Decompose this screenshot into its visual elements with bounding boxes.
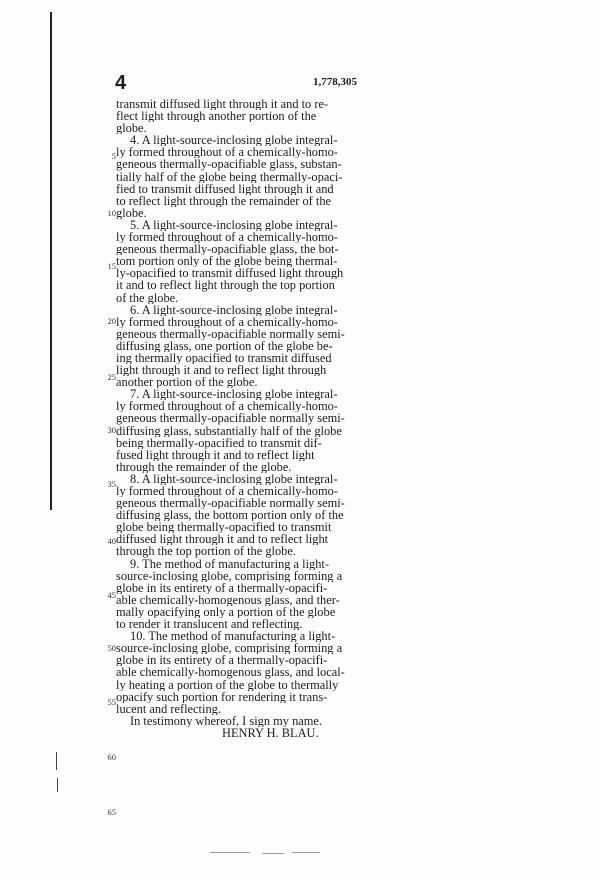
text-line: it and to reflect light through the top portion: [116, 279, 335, 292]
text-line: through the remainder of the globe.: [116, 460, 292, 473]
text-line: to render it translucent and reflecting.: [116, 618, 303, 631]
text-line: transmit diffused light through it and to re-: [116, 98, 329, 111]
text-line: another portion of the globe.: [116, 376, 258, 389]
line-number: 10: [107, 208, 116, 218]
margin-rule-fragment: [56, 752, 57, 770]
text-line: able chemically-homogenous glass, and ther-: [116, 593, 340, 606]
line-number: 50: [107, 643, 116, 653]
text-line: diffusing glass, one portion of the globe be-: [116, 339, 333, 352]
line-number: 25: [107, 372, 116, 382]
text-line: ly formed throughout of a chemically-homo-: [116, 231, 338, 244]
claim-9-start: 9. The method of manufacturing a light-: [130, 557, 330, 570]
page-number: 4: [115, 72, 127, 94]
text-line: fused light through it and to reflect light: [116, 448, 315, 461]
text-line: ing thermally opacified to transmit diffused: [116, 351, 332, 365]
scan-artifact: [262, 853, 284, 854]
claim-8-start: 8. A light-source-inclosing globe integral-: [130, 472, 338, 485]
line-number: 15: [107, 261, 116, 271]
text-line: ly formed throughout of a chemically-homo-: [116, 315, 338, 328]
claim-7-start: 7. A light-source-inclosing globe integral-: [130, 388, 338, 401]
text-line: tially half of the globe being thermally-opaci-: [116, 170, 343, 183]
text-line: being thermally-opacified to transmit dif-: [116, 436, 322, 449]
text-line: globe.: [116, 206, 147, 219]
claim-5-start: 5. A light-source-inclosing globe integral-: [130, 218, 338, 232]
text-line: ly formed throughout of a chemically-homo-: [116, 485, 338, 498]
text-line: globe.: [116, 122, 147, 135]
margin-rule-fragment: [57, 778, 58, 792]
line-number: 5: [111, 151, 116, 161]
line-number: 30: [107, 425, 116, 435]
scan-artifact: [210, 852, 250, 853]
text-line: geneous thermally-opacifiable glass, the bot-: [116, 243, 339, 256]
claim-4-start: 4. A light-source-inclosing globe integral-: [130, 134, 338, 147]
text-line: diffusing glass, the bottom portion only of the: [116, 509, 344, 522]
inventor-signature: HENRY H. BLAU.: [222, 726, 319, 739]
text-line: lucent and reflecting.: [116, 702, 221, 715]
text-line: fied to transmit diffused light through it and: [116, 182, 334, 195]
text-line: globe in its entirety of a thermally-opacifi-: [116, 654, 328, 667]
text-line: geneous thermally-opacifiable normally semi-: [116, 497, 345, 510]
text-line: source-inclosing globe, comprising forming a: [116, 569, 343, 582]
text-line: globe being thermally-opacified to transmit: [116, 521, 332, 534]
text-line: globe in its entirety of a thermally-opacifi-: [116, 581, 328, 594]
text-line: geneous thermally-opacifiable glass, substan-: [116, 158, 342, 171]
text-line: flect light through another portion of the: [116, 110, 317, 123]
line-number: 20: [107, 316, 116, 326]
text-line: ly formed throughout of a chemically-homo-: [116, 146, 338, 159]
line-number: 45: [107, 590, 116, 600]
line-number: 35: [107, 479, 116, 489]
text-line: ly heating a portion of the globe to thermally: [116, 678, 339, 691]
patent-number: 1,778,305: [313, 76, 357, 88]
text-line: ly-opacified to transmit diffused light through: [116, 267, 344, 280]
text-line: to reflect light through the remainder of the: [116, 194, 332, 207]
line-number: 60: [107, 752, 116, 762]
text-line: through the top portion of the globe.: [116, 545, 296, 558]
text-line: light through it and to reflect light through: [116, 364, 327, 377]
text-line: of the globe.: [116, 291, 179, 304]
claims-column: [116, 98, 350, 739]
text-line: tom portion only of the globe being thermal-: [116, 255, 338, 268]
text-line: diffusing glass, substantially half of the globe: [116, 424, 342, 437]
line-number: 55: [107, 697, 116, 707]
line-number: 40: [107, 536, 116, 546]
text-line: mally opacifying only a portion of the globe: [116, 605, 336, 619]
margin-rule: [50, 12, 52, 510]
scan-artifact: [292, 852, 320, 853]
text-line: opacify such portion for rendering it trans-: [116, 690, 328, 703]
line-number: 65: [107, 807, 116, 817]
text-line: able chemically-homogenous glass, and local-: [116, 666, 345, 679]
claim-10-start: 10. The method of manufacturing a light-: [130, 630, 336, 643]
testimony-line: In testimony whereof, I sign my name.: [130, 714, 323, 727]
text-line: geneous thermally-opacifiable normally semi-: [116, 327, 345, 340]
text-line: diffused light through it and to reflect light: [116, 533, 329, 546]
text-line: ly formed throughout of a chemically-homo-: [116, 400, 338, 413]
claim-6-start: 6. A light-source-inclosing globe integral-: [130, 303, 338, 316]
text-line: geneous thermally-opacifiable normally semi-: [116, 412, 345, 425]
text-line: source-inclosing globe, comprising forming a: [116, 642, 343, 655]
